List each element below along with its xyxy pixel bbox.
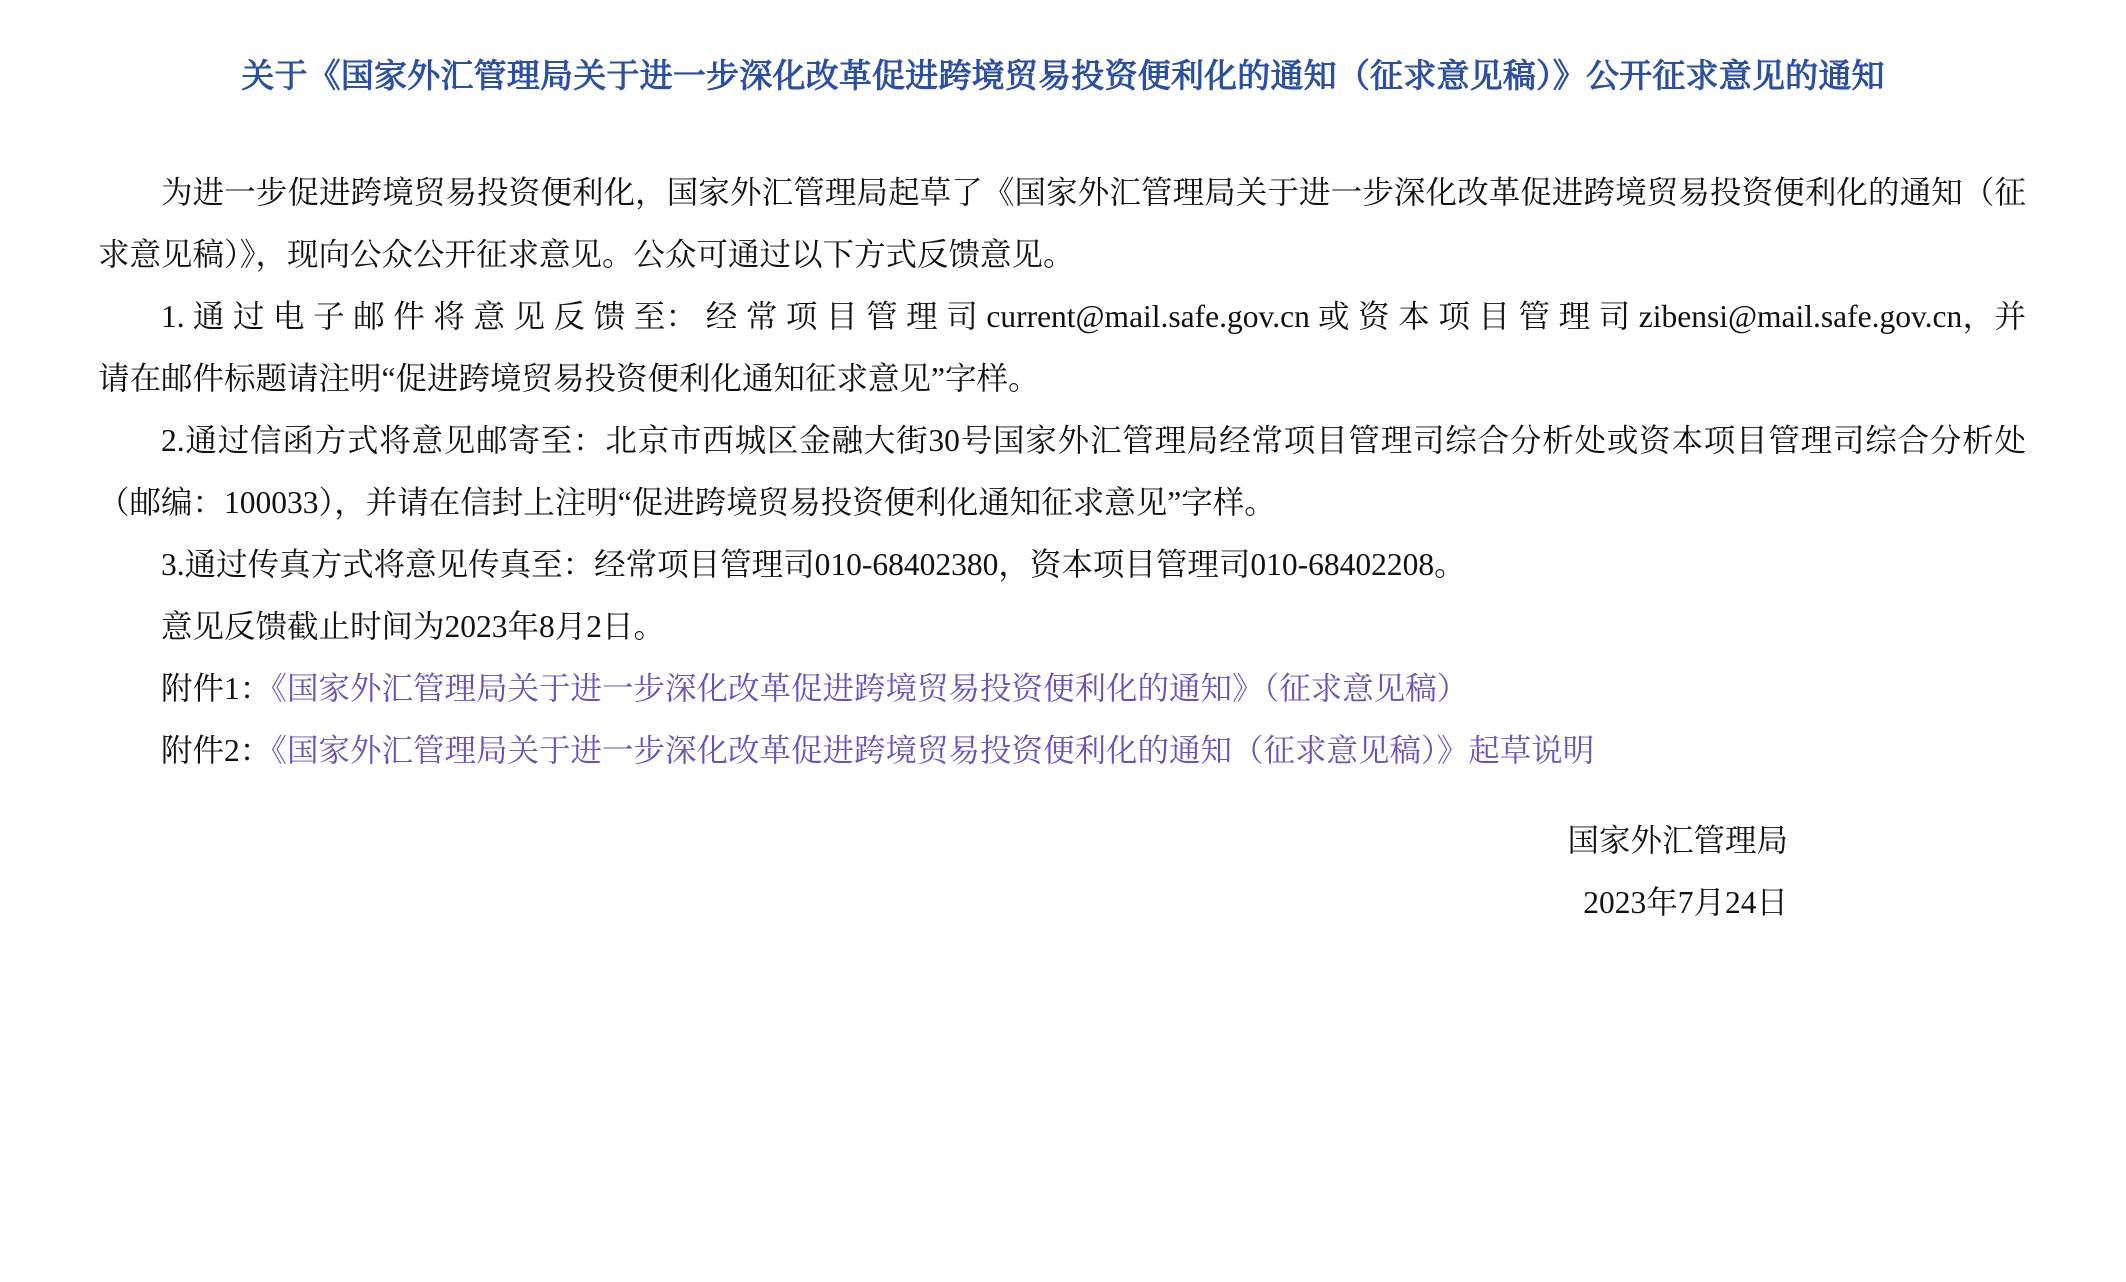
paragraph-intro: 为进一步促进跨境贸易投资便利化，国家外汇管理局起草了《国家外汇管理局关于进一步深化改革促进跨境贸易投资便利化的通知（征求意见稿）》，现向公众公开征求意见。公众可通过以下方式反馈意见。: [98, 174, 2026, 272]
attachment-2: [98, 720, 2026, 782]
item1-suffix: ，并请在邮件标题请注明“促进跨境贸易投资便利化通知征求意见”字样。: [98, 298, 2026, 396]
signature-date: 2023年7月24日: [1583, 884, 1788, 920]
paragraph-item-2: 2.通过信函方式将意见邮寄至：北京市西城区金融大街30号国家外汇管理局经常项目管理司综合分析处或资本项目管理司综合分析处（邮编：100033），并请在信封上注明“促进跨境贸易投资便利化通知征求意见”字样。: [98, 422, 2026, 520]
attachment-2-link[interactable]: 《国家外汇管理局关于进一步深化改革促进跨境贸易投资便利化的通知（征求意见稿）》起草说明: [271, 732, 1595, 768]
paragraph-deadline: 意见反馈截止时间为2023年8月2日。: [161, 608, 666, 644]
attachment-2-label: 附件2：: [161, 732, 272, 768]
page-title: 关于《国家外汇管理局关于进一步深化改革促进跨境贸易投资便利化的通知（征求意见稿）》公开征求意见的通知: [241, 57, 1885, 94]
document-body: [0, 162, 2126, 934]
paragraph-item-1: [98, 286, 2026, 410]
signature-block: [98, 810, 2026, 934]
paragraph-item-3: 3.通过传真方式将意见传真至：经常项目管理司010-68402380，资本项目管理司010-68402208。: [161, 546, 1466, 582]
item1-prefix: 1. 通 过 电 子 邮 件 将 意 见 反 馈 至： 经 常 项 目 管 理 司: [161, 298, 987, 334]
attachment-1: [98, 658, 2026, 720]
email-current: current@mail.safe.gov.cn: [986, 298, 1310, 334]
signature-organization: 国家外汇管理局: [1567, 822, 1788, 858]
attachment-1-link[interactable]: 《国家外汇管理局关于进一步深化改革促进跨境贸易投资便利化的通知》（征求意见稿）: [271, 670, 1469, 706]
item1-middle: 或 资 本 项 目 管 理 司: [1309, 298, 1639, 334]
attachment-1-label: 附件1：: [161, 670, 272, 706]
email-zibensi: zibensi@mail.safe.gov.cn: [1638, 298, 1963, 334]
